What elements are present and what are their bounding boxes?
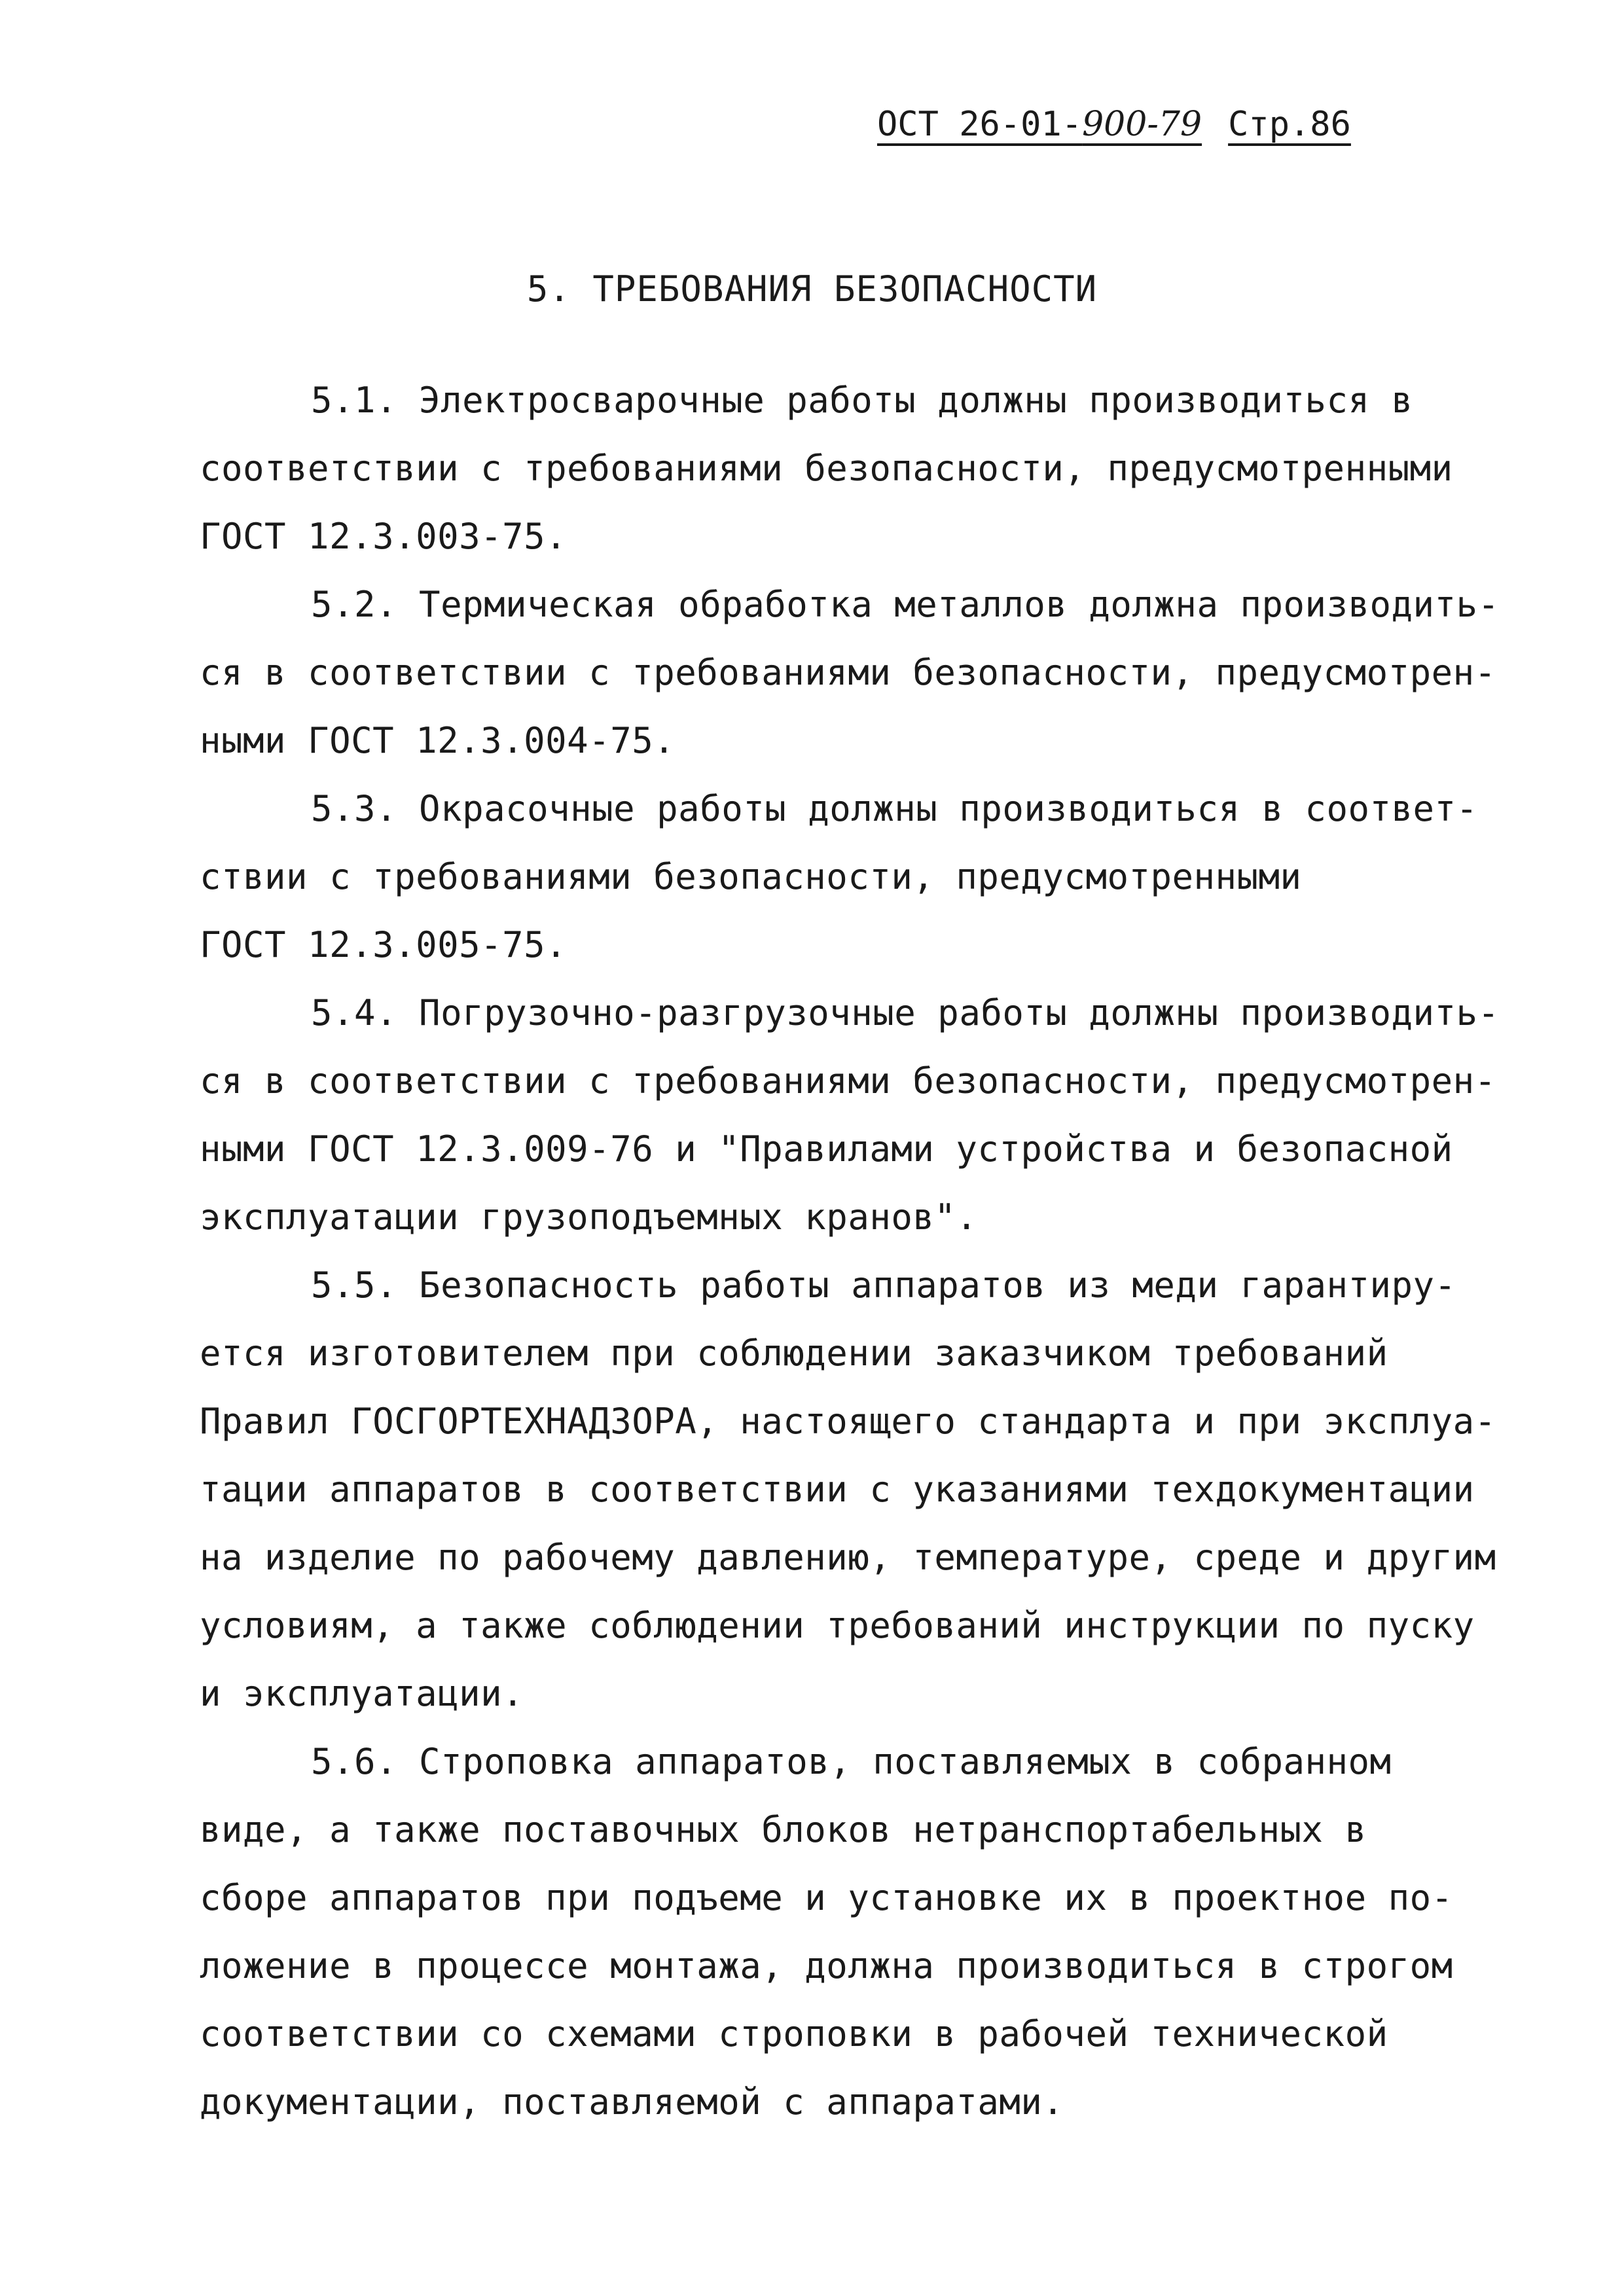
paragraph-line: ными ГОСТ 12.3.004-75. (200, 720, 676, 761)
paragraph-line: соответствии с требованиями безопасности, предусмотренными (200, 448, 1453, 489)
paragraph-line: 5.3. Окрасочные работы должны производиться в соответ- (311, 788, 1478, 829)
paragraph-line: документации, поставляемой с аппаратами. (200, 2081, 1064, 2123)
paragraph-line: ными ГОСТ 12.3.009-76 и "Правилами устройства и безопасной (200, 1128, 1453, 1170)
paragraph-5-4 (200, 979, 1500, 1251)
page-number: Стр.86 (1228, 105, 1351, 144)
paragraph-line: 5.5. Безопасность работы аппаратов из меди гарантиру- (311, 1265, 1456, 1306)
paragraph-line: ется изготовителем при соблюдении заказчиком требований (200, 1333, 1388, 1374)
paragraph-5-6 (200, 1728, 1476, 2136)
paragraph-5-1 (200, 367, 1476, 571)
standard-code: ОСТ 26-01-900-79 (877, 105, 1202, 144)
paragraph-line: сборе аппаратов при подъеме и установке их в проектное по- (200, 1877, 1453, 1918)
section-body (200, 367, 1500, 2136)
paragraph-line: эксплуатации грузоподъемных кранов". (200, 1196, 978, 1238)
paragraph-5-2 (200, 571, 1500, 775)
section-title: 5. ТРЕБОВАНИЯ БЕЗОПАСНОСТИ (526, 268, 1098, 310)
paragraph-line: 5.6. Строповка аппаратов, поставляемых в собранном (311, 1741, 1392, 1782)
paragraph-line: соответствии со схемами строповки в рабочей технической (200, 2013, 1388, 2054)
paragraph-line: ствии с требованиями безопасности, предусмотренными (200, 856, 1302, 897)
paragraph-line: на изделие по рабочему давлению, температуре, среде и другим (200, 1537, 1496, 1578)
paragraph-line: Правил ГОСГОРТЕХНАДЗОРА, настоящего стандарта и при эксплуа- (200, 1401, 1496, 1442)
paragraph-line: тации аппаратов в соответствии с указаниями техдокументации (200, 1469, 1475, 1510)
paragraph-5-3 (200, 775, 1476, 979)
paragraph-line: условиям, а также соблюдении требований инструкции по пуску (200, 1605, 1475, 1646)
paragraph-line: ся в соответствии с требованиями безопасности, предусмотрен- (200, 1060, 1496, 1102)
paragraph-line: виде, а также поставочных блоков нетранспортабельных в (200, 1809, 1367, 1850)
paragraph-line: ГОСТ 12.3.005-75. (200, 924, 568, 965)
paragraph-line: 5.4. Погрузочно-разгрузочные работы должны производить- (311, 992, 1500, 1033)
paragraph-line: ГОСТ 12.3.003-75. (200, 516, 568, 557)
standard-number: 900-79 (1082, 105, 1202, 144)
paragraph-line: и эксплуатации. (200, 1673, 524, 1714)
page-header (877, 105, 1506, 157)
paragraph-line: 5.1. Электросварочные работы должны производиться в (311, 380, 1413, 421)
paragraph-line: 5.2. Термическая обработка металлов должна производить- (311, 584, 1500, 625)
paragraph-line: ложение в процессе монтажа, должна производиться в строгом (200, 1945, 1453, 1986)
paragraph-line: ся в соответствии с требованиями безопасности, предусмотрен- (200, 652, 1496, 693)
paragraph-5-5 (200, 1251, 1496, 1728)
